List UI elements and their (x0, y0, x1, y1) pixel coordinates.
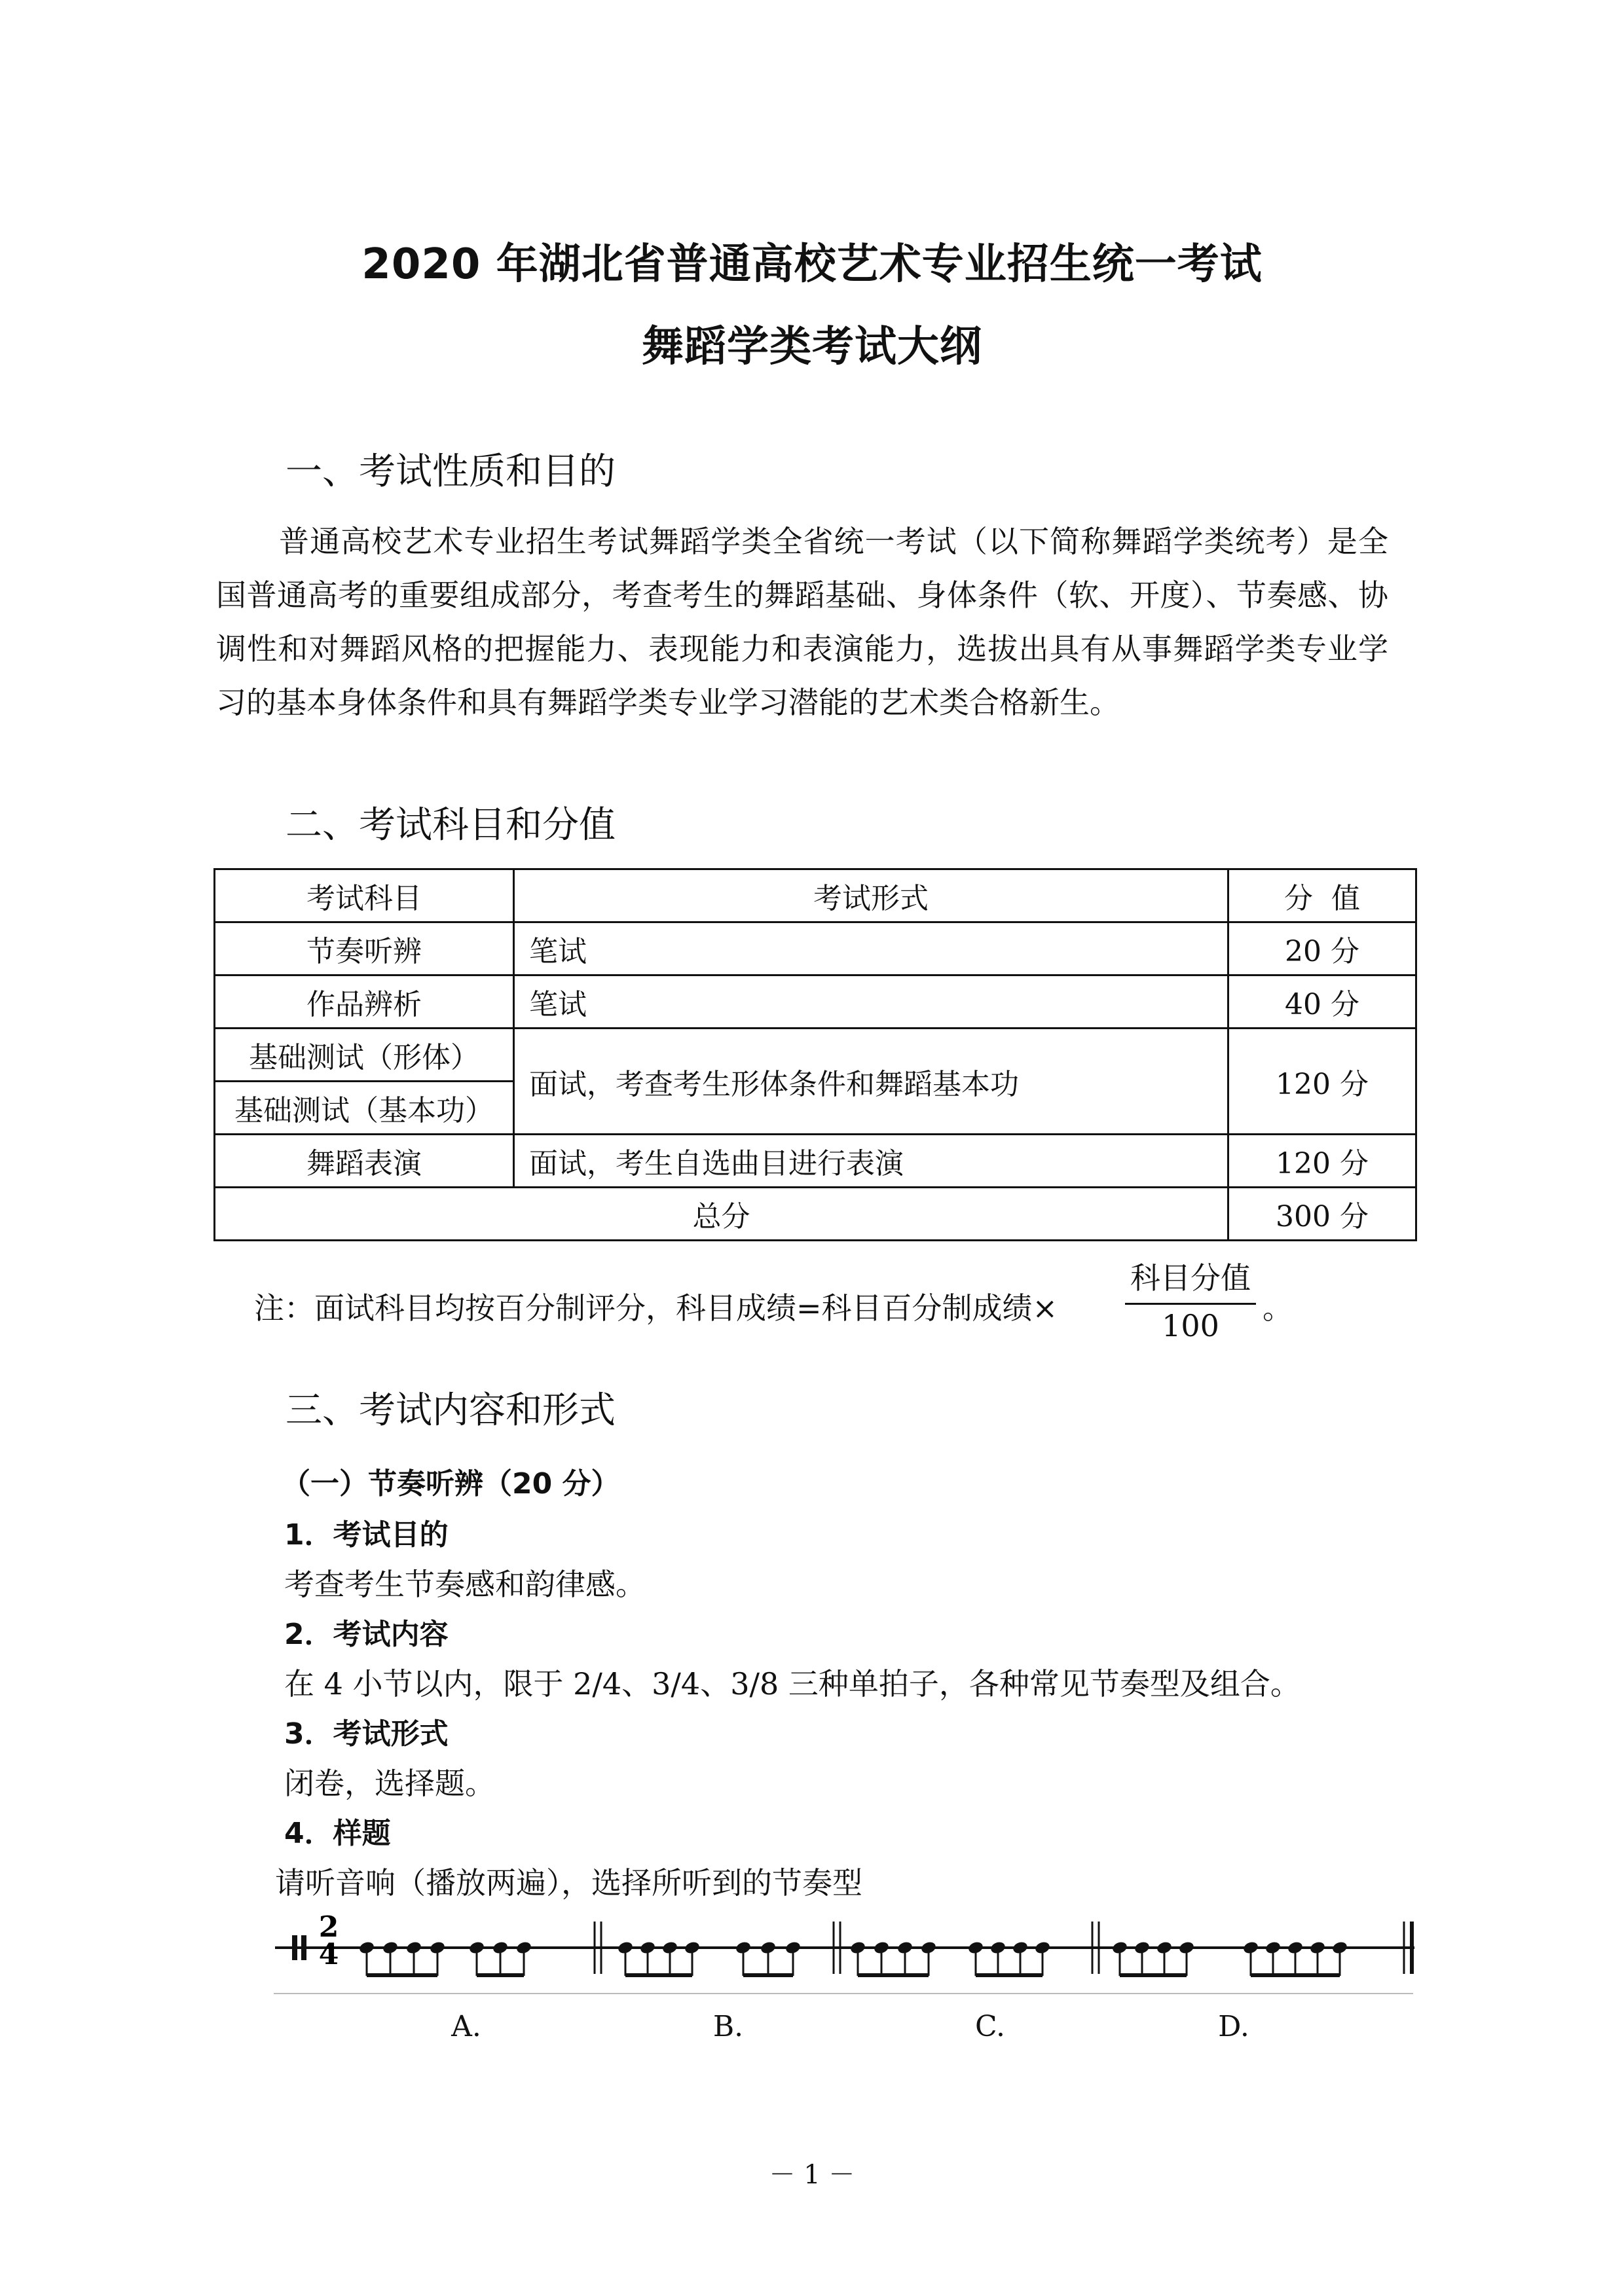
table-header-subject: 考试科目 (215, 869, 514, 922)
table-total-score: 300 分 (1228, 1188, 1416, 1241)
subsection1-heading: （一）节奏听辨（20 分） (282, 1467, 620, 1501)
table-total-label: 总分 (215, 1188, 1228, 1241)
time-signature-bottom: 4 (318, 1938, 339, 1971)
table-row (215, 922, 1416, 975)
rhythm-notes (358, 1941, 1348, 1977)
section1-heading: 一、考试性质和目的 (286, 450, 616, 493)
note-suffix: 。 (1263, 1290, 1293, 1326)
option-a: A. (451, 2010, 481, 2043)
rhythm-staff (268, 1899, 1421, 2003)
table-cell-score: 120 分 (1228, 1029, 1416, 1135)
section1-paragraph: 普通高校艺术专业招生考试舞蹈学类全省统一考试（以下简称舞蹈学类统考）是全国普通高考的重要组成部分，考查考生的舞蹈基础、身体条件（软、开度）、节奏感、协调性和对舞蹈风格的把握能力、表现能力和表演能力，选拔出具有从事舞蹈学类专业学习的基本身体条件和具有舞蹈学类专业学习潜能的艺术类合格新生。 (216, 524, 1388, 720)
fraction-denominator: 100 (1162, 1308, 1219, 1343)
table-cell-form: 面试，考生自选曲目进行表演 (514, 1135, 1228, 1188)
section2-heading: 二、考试科目和分值 (286, 804, 616, 847)
fraction-numerator: 科目分值 (1130, 1260, 1251, 1296)
note-beam (1120, 1973, 1187, 1977)
item4-label: 4．样题 (284, 1817, 391, 1850)
notation-divider (274, 1993, 1413, 1994)
document-title-line1: 2020 年湖北省普通高校艺术专业招生统一考试 (361, 240, 1263, 289)
note-beam (743, 1973, 793, 1977)
table-cell-form: 笔试 (514, 922, 1228, 975)
fraction-bar (1125, 1303, 1256, 1305)
option-d: D. (1218, 2010, 1249, 2043)
item3-text: 闭卷，选择题。 (284, 1766, 495, 1801)
table-cell-subject: 基础测试（基本功） (215, 1082, 514, 1135)
time-signature-top: 2 (318, 1910, 339, 1944)
page-number: － 1 － (769, 2160, 855, 2190)
score-note: 注：面试科目均按百分制评分，科目成绩=科目百分制成绩× (254, 1290, 1058, 1326)
table-cell-score: 20 分 (1228, 922, 1416, 975)
item2-text: 在 4 小节以内，限于 2/4、3/4、3/8 三种单拍子，各种常见节奏型及组合。 (284, 1666, 1301, 1702)
table-cell-form: 笔试 (514, 975, 1228, 1029)
table-cell-subject: 作品辨析 (215, 975, 514, 1029)
table-row (215, 1135, 1416, 1188)
note-beam (976, 1973, 1043, 1977)
table-header-score: 分 值 (1228, 869, 1416, 922)
score-table (213, 868, 1417, 1241)
table-cell-subject: 节奏听辨 (215, 922, 514, 975)
table-total-row (215, 1188, 1416, 1241)
table-row (215, 975, 1416, 1029)
note-beam (1251, 1973, 1340, 1977)
table-cell-subject: 基础测试（形体） (215, 1029, 514, 1082)
section3-heading: 三、考试内容和形式 (286, 1389, 616, 1432)
table-cell-score: 120 分 (1228, 1135, 1416, 1188)
item1-label: 1．考试目的 (284, 1518, 449, 1552)
item3-label: 3．考试形式 (284, 1717, 449, 1751)
table-cell-score: 40 分 (1228, 975, 1416, 1029)
item4-text: 请听音响（播放两遍），选择所听到的节奏型 (275, 1865, 862, 1901)
table-row (215, 1029, 1416, 1082)
note-beam (477, 1973, 524, 1977)
table-header-row (215, 869, 1416, 922)
option-b: B. (712, 2010, 744, 2043)
percussion-clef-icon (292, 1935, 297, 1960)
document-title-line2: 舞蹈学类考试大纲 (642, 323, 982, 371)
table-header-form: 考试形式 (514, 869, 1228, 922)
note-beam (858, 1973, 929, 1977)
table-cell-form: 面试，考查考生形体条件和舞蹈基本功 (514, 1029, 1228, 1135)
note-beam (625, 1973, 692, 1977)
note-beam (367, 1973, 437, 1977)
table-cell-subject: 舞蹈表演 (215, 1135, 514, 1188)
item1-text: 考查考生节奏感和韵律感。 (284, 1567, 646, 1602)
item2-label: 2．考试内容 (284, 1618, 449, 1651)
option-c: C. (974, 2010, 1006, 2043)
